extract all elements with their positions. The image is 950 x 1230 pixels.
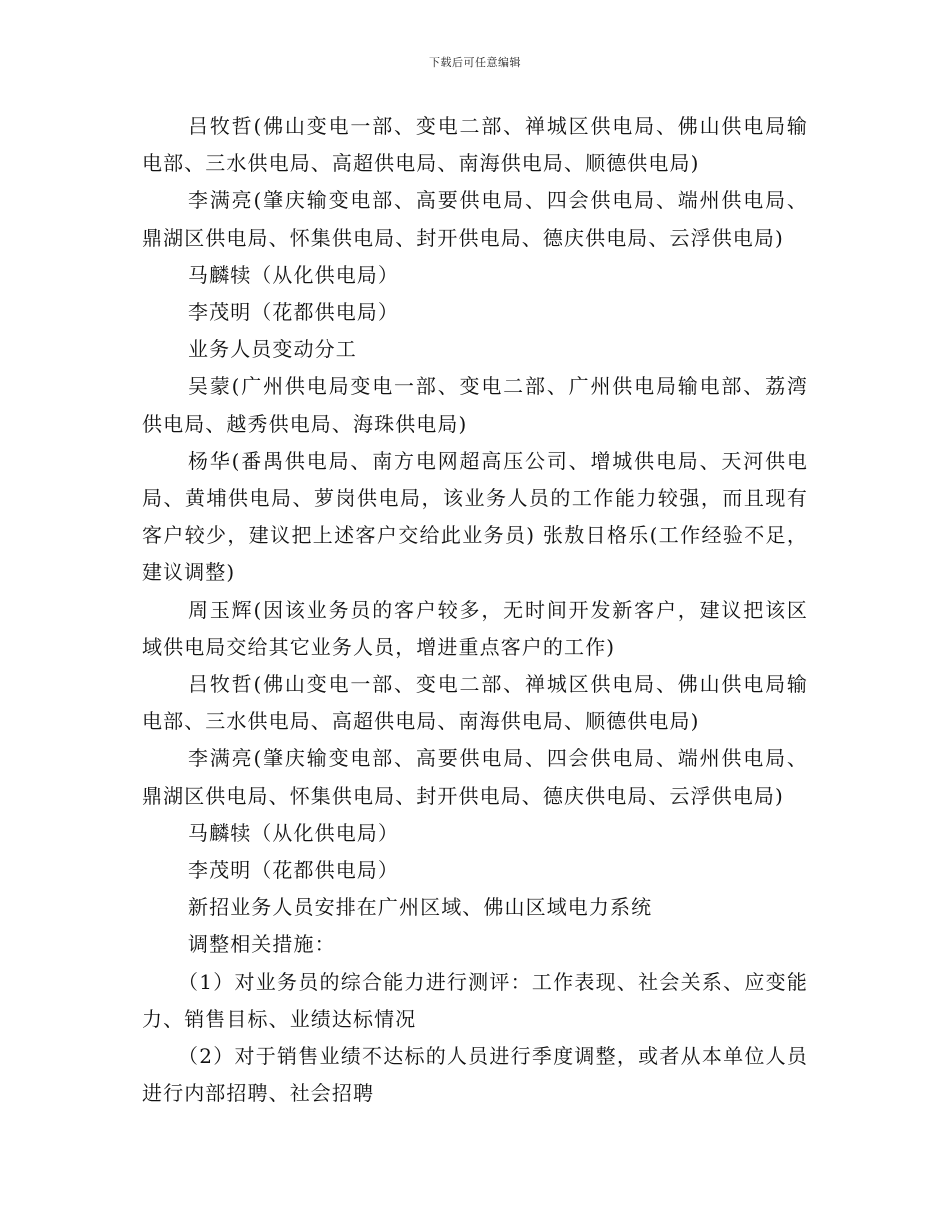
paragraph-ma-lindu-2: 马麟犊（从化供电局） xyxy=(188,820,399,845)
list-item-measure-1: （1）对业务员的综合能力进行测评：工作表现、社会关系、应变能力、销售目标、业绩达标情况 xyxy=(142,969,808,1031)
paragraph-li-manliang-2: 李满亮(肇庆输变电部、高要供电局、四会供电局、端州供电局、鼎湖区供电局、怀集供电局、封开供电局、德庆供电局、云浮供电局) xyxy=(142,746,808,808)
paragraph-new-hires: 新招业务人员安排在广州区域、佛山区域电力系统 xyxy=(188,895,653,920)
paragraph-ma-lindu-1: 马麟犊（从化供电局） xyxy=(188,262,399,287)
paragraph-li-manliang-1: 李满亮(肇庆输变电部、高要供电局、四会供电局、端州供电局、鼎湖区供电局、怀集供电局、封开供电局、德庆供电局、云浮供电局) xyxy=(142,188,808,250)
paragraph-lv-muzhe-2: 吕牧哲(佛山变电一部、变电二部、禅城区供电局、佛山供电局输电部、三水供电局、高超供电局、南海供电局、顺德供电局) xyxy=(142,672,808,734)
document-body xyxy=(142,108,808,1112)
paragraph-li-maoming-1: 李茂明（花都供电局） xyxy=(188,300,399,325)
section-heading-staff-changes: 业务人员变动分工 xyxy=(188,337,357,362)
list-item-measure-2: （2）对于销售业绩不达标的人员进行季度调整，或者从本单位人员进行内部招聘、社会招聘 xyxy=(142,1044,808,1106)
page-header: 下载后可任意编辑 xyxy=(429,56,521,69)
paragraph-zhou-yuhui: 周玉辉(因该业务员的客户较多，无时间开发新客户，建议把该区域供电局交给其它业务人员，增进重点客户的工作) xyxy=(142,597,808,659)
paragraph-lv-muzhe-1: 吕牧哲(佛山变电一部、变电二部、禅城区供电局、佛山供电局输电部、三水供电局、高超供电局、南海供电局、顺德供电局) xyxy=(142,114,808,176)
paragraph-li-maoming-2: 李茂明（花都供电局） xyxy=(188,858,399,883)
paragraph-wu-meng: 吴蒙(广州供电局变电一部、变电二部、广州供电局输电部、荔湾供电局、越秀供电局、海珠供电局) xyxy=(142,374,808,436)
paragraph-yang-hua: 杨华(番禺供电局、南方电网超高压公司、增城供电局、天河供电局、黄埔供电局、萝岗供电局，该业务人员的工作能力较强，而且现有客户较少，建议把上述客户交给此业务员) 张敖日格乐(工作经验不足，建议调整) xyxy=(142,448,808,585)
section-heading-measures: 调整相关措施： xyxy=(188,932,336,957)
